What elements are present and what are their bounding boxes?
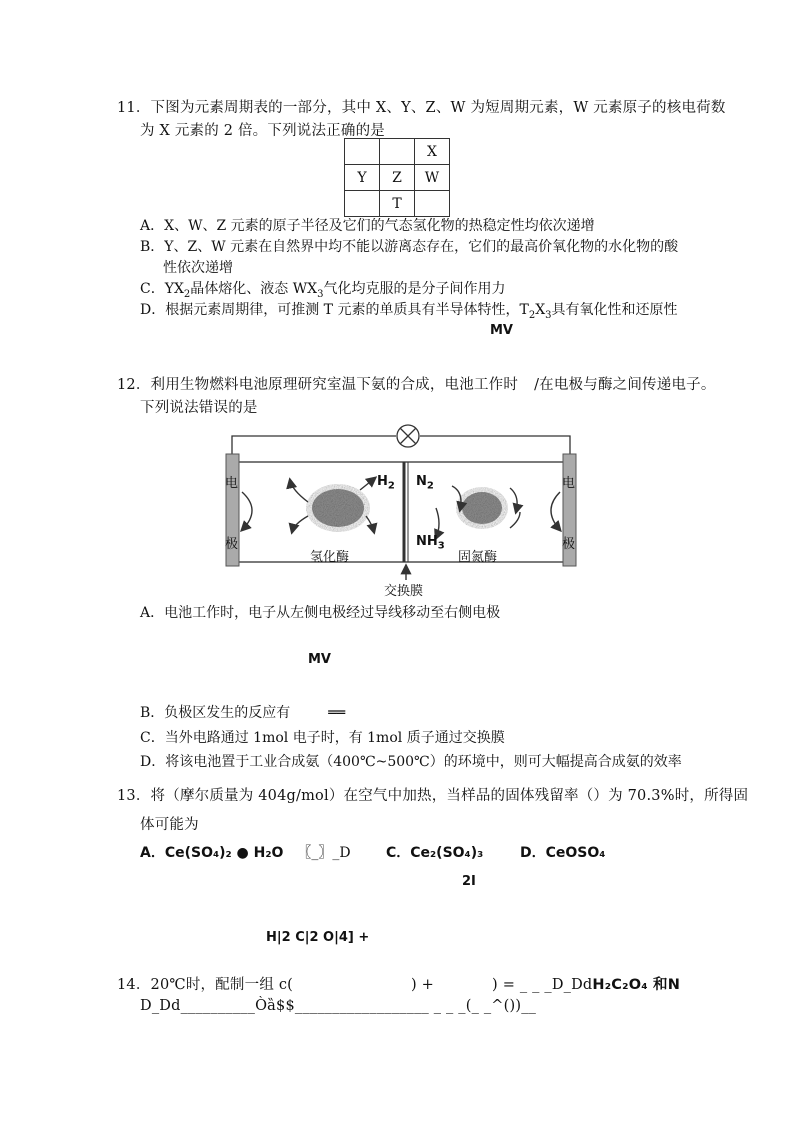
q11-option-c (140, 278, 505, 300)
q12-stem-line1-a: 12．利用生物燃料电池原理研究室温下氨的合成，电池工作时 (117, 377, 519, 393)
q11-option-c-mid: 晶体熔化、液态 WX (190, 281, 318, 297)
h2-sub: 2 (387, 480, 395, 492)
right-electrode-label-top: 电 (562, 476, 576, 491)
fuel-cell-svg (220, 420, 590, 600)
pt-cell-r3c1 (345, 191, 380, 217)
h2-text: H (377, 474, 388, 489)
q11-option-d-pre: D．根据元素周期律，可推测 T 元素的单质具有半导体特性，T (140, 302, 529, 318)
q14-line1-c: ) = _ _ _D_Dd (492, 977, 593, 993)
pt-cell-r1c2 (380, 139, 415, 165)
q13-stem-line1: 13．将（摩尔质量为 404g/mol）在空气中加热，当样品的固体残留率（）为 70.3%时，所得固 (117, 788, 749, 804)
nh3-label (416, 534, 445, 552)
q12-stem-line2: 下列说法错误的是 (140, 400, 258, 416)
q11-option-a: A．X、W、Z 元素的原子半径及它们的气态氢化物的热稳定性均依次递增 (140, 218, 595, 234)
q14-line2: D_Dd__________Òȁ$$__________________ _ _ _(_ _^())__ (140, 998, 537, 1014)
q14-line1-a: 14．20℃时，配制一组 c( (117, 977, 294, 993)
pt-cell-t: T (380, 191, 415, 217)
q13-option-a-tail: 〖_〗_D (297, 845, 351, 861)
q12-option-c: C．当外电路通过 1mol 电子时，有 1mol 质子通过交换膜 (140, 730, 505, 746)
q12-option-b-b: ══ (328, 705, 346, 721)
q11-option-c-sub1: 2 (183, 288, 191, 300)
q14-line1-d: H₂C₂O₄ 和N (592, 977, 681, 993)
q11-option-d-sub2: 3 (545, 309, 552, 321)
n2-label (416, 474, 434, 492)
q13-option-a-formula: A．Ce(SO₄)₂ ● H₂O (140, 845, 284, 861)
pt-cell-r1c1 (345, 139, 380, 165)
q11-option-d-mid: X (535, 302, 546, 318)
q11-option-d-sub1: 2 (528, 309, 536, 321)
q11-artifact: MV (490, 323, 513, 338)
q12-option-b (140, 702, 345, 722)
fuel-cell-diagram (220, 420, 590, 600)
membrane-label: 交换膜 (384, 584, 424, 599)
nh3-text: NH (416, 534, 438, 549)
q11-option-b-line2: 性依次递增 (163, 260, 233, 276)
n2-text: N (416, 474, 427, 489)
q12-option-d: D．将该电池置于工业合成氨（400℃~500℃）的环境中，则可大幅提高合成氨的效率 (140, 754, 682, 770)
q11-option-d (140, 299, 678, 321)
q11-option-c-pre: C．YX (140, 281, 184, 297)
q13-artifact-1: 2I (462, 874, 476, 889)
q11-option-c-sub2: 3 (317, 288, 324, 300)
right-electrode-label-bottom: 极 (562, 537, 576, 552)
left-electrode-label-bottom: 极 (225, 537, 239, 552)
q11-option-d-post: 具有氧化性和还原性 (551, 302, 678, 318)
left-electrode-label-top: 电 (225, 476, 239, 491)
nh3-sub: 3 (437, 540, 445, 552)
n2-sub: 2 (426, 480, 434, 492)
q13-option-a (140, 842, 351, 862)
pt-cell-w: W (415, 165, 450, 191)
q12-artifact: MV (308, 652, 331, 667)
q12-stem-line1 (117, 373, 716, 394)
pt-cell-y: Y (345, 165, 380, 191)
q12-option-a: A．电池工作时，电子从左侧电极经过导线移动至右侧电极 (140, 605, 501, 621)
pt-cell-z: Z (380, 165, 415, 191)
pt-cell-r3c3 (415, 191, 450, 217)
hydrogenase-label: 氢化酶 (310, 550, 350, 565)
q12-stem-line1-b: /在电极与酶之间传递电子。 (534, 377, 716, 393)
nitrogenase-label: 固氮酶 (458, 550, 498, 565)
q11-stem-line2: 为 X 元素的 2 倍。下列说法正确的是 (140, 123, 385, 139)
q11-option-b-line1: B．Y、Z、W 元素在自然界中均不能以游离态存在，它们的最高价氧化物的水化物的酸 (140, 239, 679, 255)
q13-option-d: D．CeOSO₄ (520, 845, 606, 861)
q14-line1-b: ) + (411, 977, 435, 993)
q14-line1 (117, 973, 680, 994)
q11-stem-line1: 11．下图为元素周期表的一部分，其中 X、Y、Z、W 为短周期元素，W 元素原子的核电荷数 (117, 100, 726, 116)
q13-stem-line2: 体可能为 (140, 817, 199, 833)
q13-option-c: C．Ce₂(SO₄)₃ (386, 845, 484, 861)
q13-artifact-2: H|2 C|2 O|4] + (266, 930, 370, 945)
periodic-table-fragment (344, 138, 450, 217)
q11-option-c-post: 气化均克服的是分子间作用力 (323, 281, 506, 297)
h2-label (377, 474, 395, 492)
q12-option-b-a: B．负极区发生的反应有 (140, 705, 291, 721)
pt-cell-x: X (415, 139, 450, 165)
